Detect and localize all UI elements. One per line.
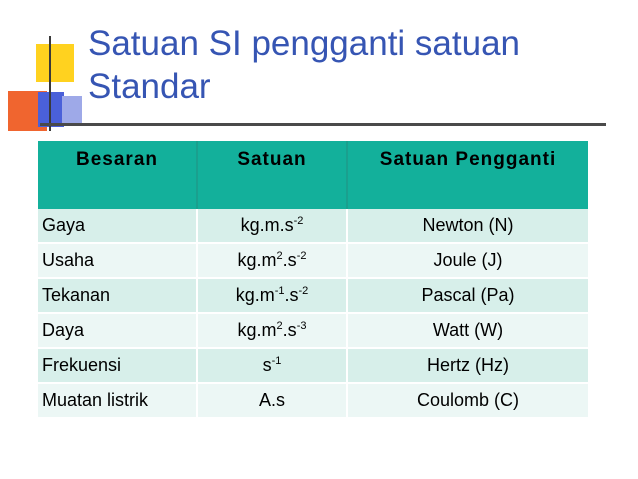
table-header-row [38, 141, 588, 209]
si-units-table [38, 141, 588, 419]
decor-lightblue-square [62, 96, 82, 125]
title-underline [40, 123, 606, 126]
table-row [38, 349, 588, 384]
unit-base: .s [284, 285, 299, 305]
cell-besaran: Frekuensi [38, 349, 196, 384]
cell-besaran: Gaya [38, 209, 196, 244]
decor-blue-square [38, 92, 64, 127]
unit-exponent: -2 [293, 215, 304, 227]
cell-satuan [196, 244, 346, 279]
unit-exponent: 2 [276, 320, 283, 332]
table-body [38, 209, 588, 419]
unit-exponent: 2 [276, 250, 283, 262]
cell-satuan-pengganti: Pascal (Pa) [346, 279, 588, 314]
unit-base: kg.m.s [240, 215, 294, 235]
unit-base: A.s [258, 390, 285, 410]
unit-exponent: -3 [296, 320, 307, 332]
slide-title: Satuan SI pengganti satuan Standar [88, 24, 521, 106]
header-satuan-pengganti: Satuan Pengganti [346, 141, 588, 209]
cell-besaran: Usaha [38, 244, 196, 279]
cell-besaran: Daya [38, 314, 196, 349]
unit-base: kg.m [237, 320, 277, 340]
cell-satuan [196, 314, 346, 349]
table-row [38, 314, 588, 349]
cell-satuan [196, 349, 346, 384]
cell-satuan [196, 209, 346, 244]
cell-satuan-pengganti: Coulomb (C) [346, 384, 588, 419]
unit-exponent: -1 [271, 355, 282, 367]
table-row [38, 384, 588, 419]
cell-satuan-pengganti: Hertz (Hz) [346, 349, 588, 384]
cell-satuan [196, 279, 346, 314]
unit-base: .s [282, 250, 297, 270]
cell-besaran: Tekanan [38, 279, 196, 314]
header-besaran: Besaran [38, 141, 196, 209]
cell-satuan-pengganti: Watt (W) [346, 314, 588, 349]
cell-satuan-pengganti: Newton (N) [346, 209, 588, 244]
table-row [38, 209, 588, 244]
table-row [38, 244, 588, 279]
unit-exponent: -2 [296, 250, 307, 262]
unit-base: .s [282, 320, 297, 340]
unit-exponent: -1 [274, 285, 285, 297]
unit-base: kg.m [237, 250, 277, 270]
table-row [38, 279, 588, 314]
decor-yellow-square [36, 44, 74, 82]
unit-base: kg.m [235, 285, 275, 305]
decor-vertical-line [49, 36, 51, 131]
unit-base: s [262, 355, 272, 375]
unit-exponent: -2 [298, 285, 309, 297]
cell-besaran: Muatan listrik [38, 384, 196, 419]
cell-satuan-pengganti: Joule (J) [346, 244, 588, 279]
cell-satuan [196, 384, 346, 419]
header-satuan: Satuan [196, 141, 346, 209]
